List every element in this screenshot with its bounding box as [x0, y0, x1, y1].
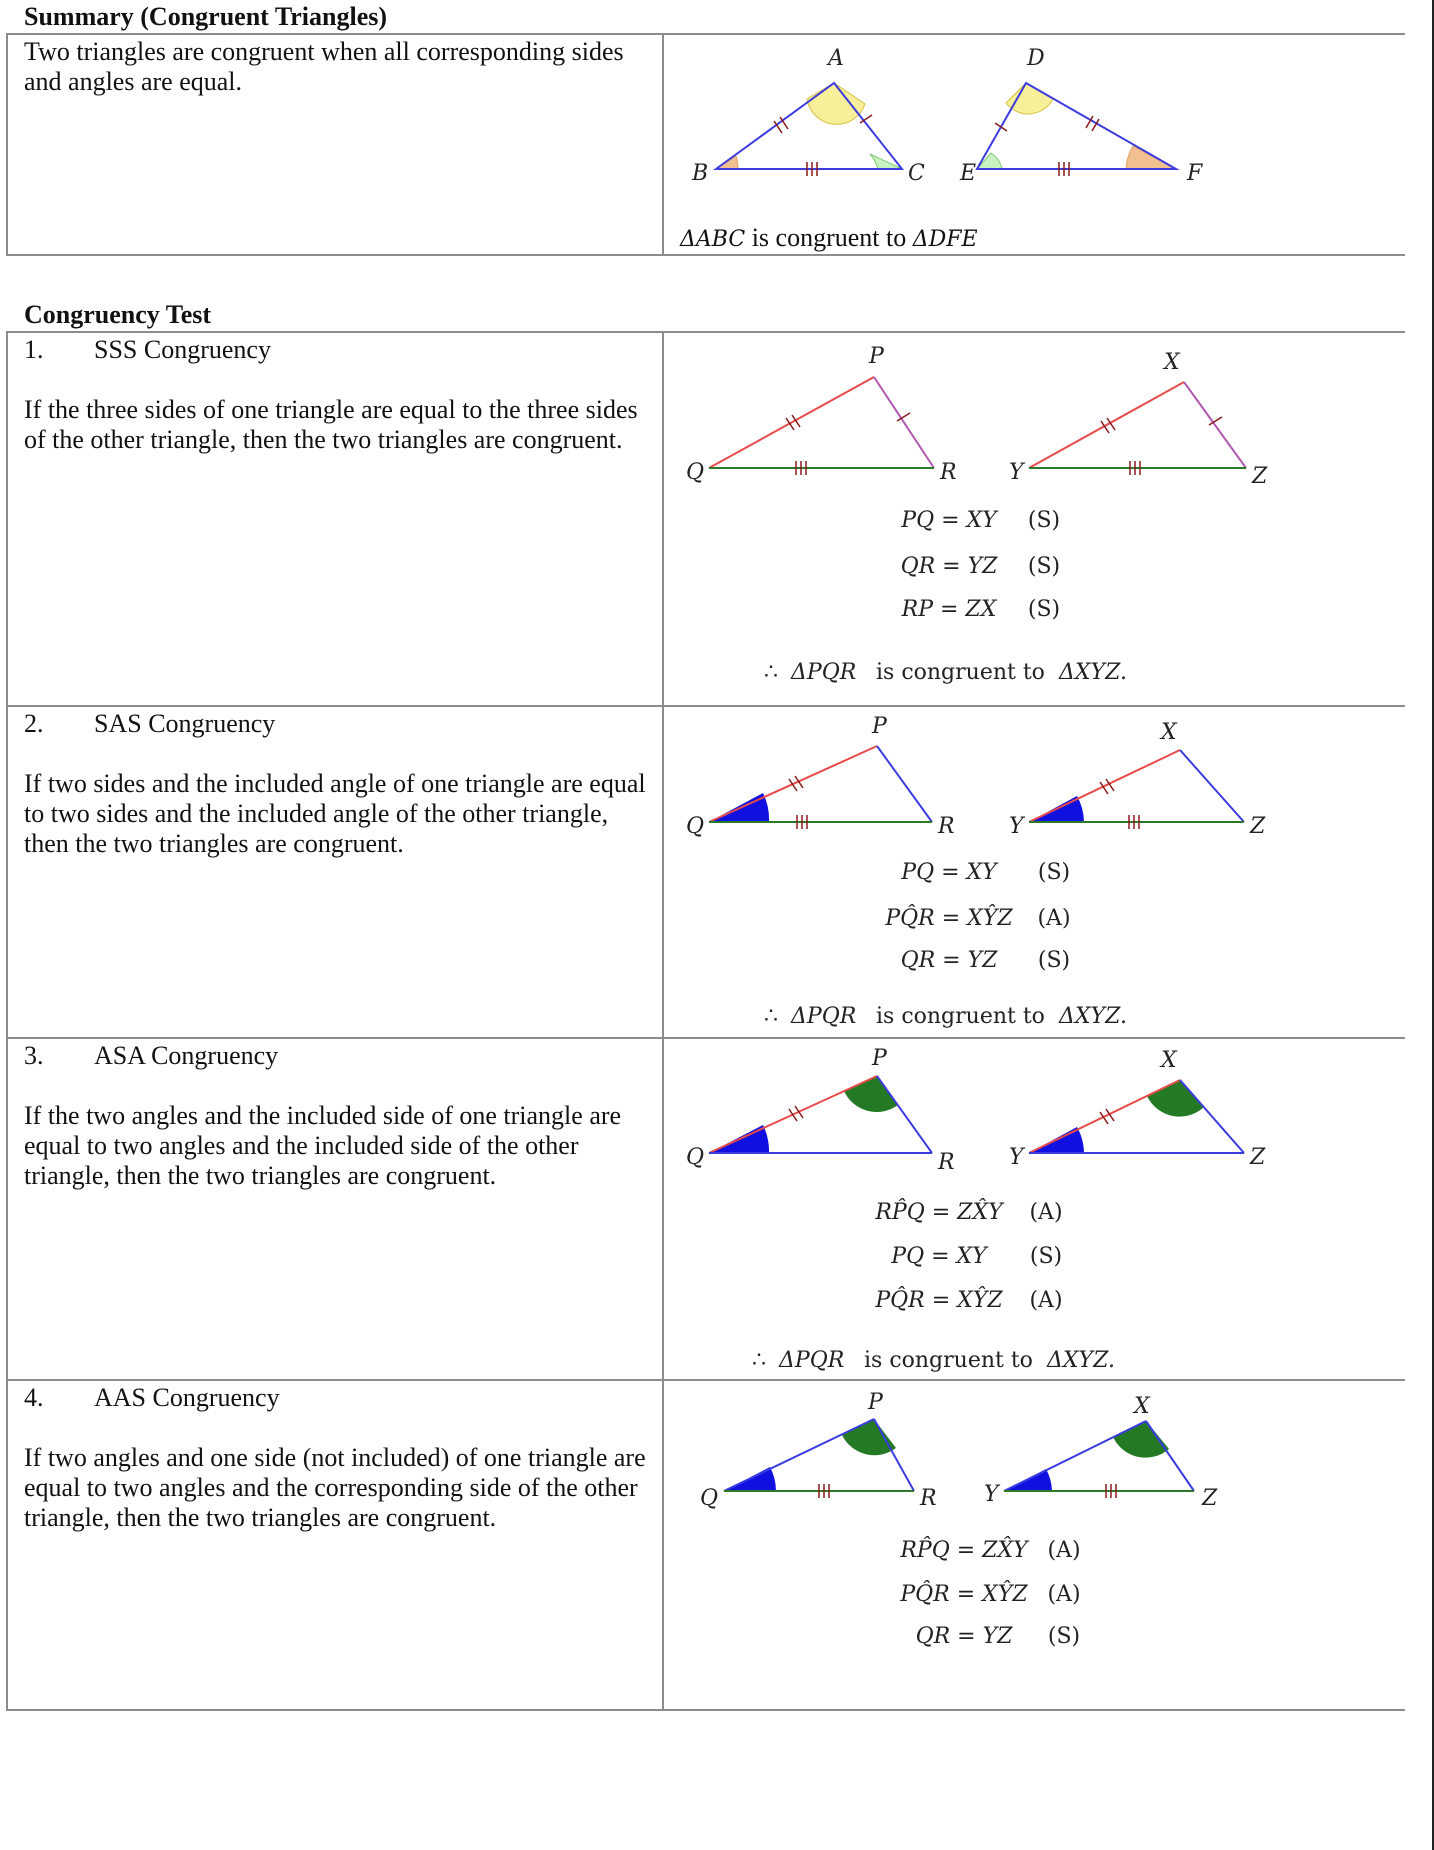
asa-eq2-reason: (S)	[1029, 1244, 1063, 1269]
sas-figure-cell	[663, 706, 1405, 1038]
congruency-table	[6, 331, 1405, 1711]
sas-xy	[1029, 750, 1180, 822]
asa-title	[24, 1041, 648, 1071]
caption-mid: is congruent to	[745, 223, 913, 252]
sss-xy	[1029, 382, 1184, 468]
summary-row	[7, 34, 1405, 255]
aas-desc: If two angles and one side (not included) of one triangle are equal to two angles and the corresponding side of the other triangle, then the two triangles are congruent.	[24, 1443, 646, 1532]
sss-title	[24, 335, 648, 365]
sas-title-text: SAS Congruency	[94, 709, 276, 738]
label-E: E	[960, 161, 977, 186]
sss-eq1-expr: PQ = XY	[901, 508, 997, 533]
sas-eq1-expr: PQ = XY	[901, 860, 997, 885]
summary-figure	[664, 35, 1424, 210]
label-D: D	[1027, 46, 1045, 71]
sss-desc: If the three sides of one triangle are equal to the three sides of the other triangle, then the two triangles are congruent.	[24, 395, 638, 454]
sss-ticks	[786, 413, 1222, 475]
sas-xz	[1180, 750, 1244, 822]
angle-A-fill	[807, 83, 865, 124]
sas-label-P: P	[872, 714, 887, 739]
sas-row	[7, 706, 1405, 1038]
sss-concl-a: ΔPQR	[791, 660, 857, 685]
caption-right: ΔDFE	[912, 227, 978, 252]
asa-eq3-reason: (A)	[1029, 1288, 1063, 1313]
aas-label-Y: Y	[984, 1482, 999, 1507]
summary-ticks-left	[774, 115, 872, 176]
sas-concl-a: ΔPQR	[791, 1004, 857, 1029]
asa-label-Z: Z	[1250, 1145, 1266, 1170]
sas-text-cell	[7, 706, 663, 1038]
asa-eq2-expr: PQ = XY	[891, 1244, 987, 1269]
label-B: B	[692, 161, 709, 186]
sss-row	[7, 332, 1405, 706]
summary-figure-cell	[663, 34, 1405, 255]
sas-concl-b: ΔXYZ.	[1059, 1004, 1127, 1029]
sas-label-R: R	[938, 814, 955, 839]
sas-num: 2.	[24, 709, 44, 738]
asa-concl-mid: is congruent to	[864, 1348, 1033, 1373]
sss-concl-b: ΔXYZ.	[1059, 660, 1127, 685]
aas-label-X: X	[1134, 1394, 1150, 1419]
asa-pr	[877, 1076, 932, 1153]
summary-ticks-right	[995, 116, 1099, 176]
summary-text: Two triangles are congruent when all corresponding sides and angles are equal.	[24, 37, 624, 96]
asa-row	[7, 1038, 1405, 1380]
asa-eq1-expr: RP̂Q = ZX̂Y	[875, 1200, 1003, 1225]
sas-label-Q: Q	[686, 814, 705, 839]
sss-pr	[874, 377, 934, 468]
aas-figure-cell	[663, 1380, 1405, 1710]
aas-pr	[874, 1419, 914, 1491]
sss-num: 1.	[24, 335, 44, 364]
sas-desc: If two sides and the included angle of one triangle are equal to two sides and the included angle of the other triangle, then the two triangles are congruent.	[24, 769, 646, 858]
asa-concl-b: ΔXYZ.	[1047, 1348, 1115, 1373]
sss-concl-prefix: ∴	[764, 660, 778, 685]
asa-label-P: P	[872, 1046, 887, 1071]
sas-concl-mid: is congruent to	[876, 1004, 1045, 1029]
sss-figure-cell	[663, 332, 1405, 706]
sas-eq2-expr: PQ̂R = XŶZ	[885, 906, 1013, 931]
aas-label-Q: Q	[700, 1486, 719, 1511]
asa-eq1-reason: (A)	[1029, 1200, 1063, 1225]
aas-eq3-reason: (S)	[1047, 1624, 1081, 1649]
sss-label-Y: Y	[1009, 460, 1024, 485]
sss-label-Q: Q	[686, 460, 705, 485]
aas-angle-P	[842, 1419, 896, 1455]
asa-xy	[1029, 1080, 1180, 1153]
aas-eq1-reason: (A)	[1047, 1538, 1081, 1563]
asa-label-X: X	[1161, 1048, 1177, 1073]
aas-num: 4.	[24, 1383, 44, 1412]
asa-title-text: ASA Congruency	[94, 1041, 279, 1070]
aas-label-R: R	[920, 1486, 937, 1511]
aas-label-P: P	[868, 1390, 883, 1415]
asa-num: 3.	[24, 1041, 44, 1070]
sss-title-text: SSS Congruency	[94, 335, 271, 364]
aas-eq2-expr: PQ̂R = XŶZ	[900, 1582, 1028, 1607]
sas-concl-prefix: ∴	[764, 1004, 778, 1029]
sas-figure	[664, 707, 1424, 1037]
sas-label-Z: Z	[1250, 814, 1266, 839]
aas-figure	[664, 1381, 1424, 1709]
sas-eq3-reason: (S)	[1037, 948, 1071, 973]
asa-label-Q: Q	[686, 1145, 705, 1170]
sas-title	[24, 709, 648, 739]
congruency-test-heading: Congruency Test	[24, 300, 212, 329]
aas-title	[24, 1383, 648, 1413]
sas-eq2-reason: (A)	[1037, 906, 1071, 931]
summary-text-cell	[7, 34, 663, 255]
asa-xz	[1180, 1080, 1244, 1153]
sss-figure	[664, 333, 1424, 705]
aas-title-text: AAS Congruency	[94, 1383, 280, 1412]
sss-label-X: X	[1164, 350, 1180, 375]
aas-row	[7, 1380, 1405, 1710]
sss-eq3-reason: (S)	[1027, 597, 1061, 622]
aas-eq2-reason: (A)	[1047, 1582, 1081, 1607]
sss-concl-mid: is congruent to	[876, 660, 1045, 685]
sss-text-cell	[7, 332, 663, 706]
aas-eq1-expr: RP̂Q = ZX̂Y	[900, 1538, 1028, 1563]
sss-eq1-reason: (S)	[1027, 508, 1061, 533]
sas-label-Y: Y	[1009, 814, 1024, 839]
caption-left: ΔABC	[680, 227, 746, 252]
label-F: F	[1187, 161, 1203, 186]
sss-label-Z: Z	[1252, 464, 1268, 489]
sss-label-P: P	[869, 344, 884, 369]
asa-desc: If the two angles and the included side of one triangle are equal to two angles and the included side of the other triangle, then the two triangles are congruent.	[24, 1101, 622, 1190]
sss-pq	[709, 377, 874, 468]
asa-figure	[664, 1039, 1424, 1379]
sss-eq2-reason: (S)	[1027, 554, 1061, 579]
asa-label-Y: Y	[1009, 1145, 1024, 1170]
sss-xz	[1184, 382, 1246, 468]
aas-angle-X	[1113, 1421, 1169, 1458]
asa-eq3-expr: PQ̂R = XŶZ	[875, 1288, 1003, 1313]
sss-eq3-expr: RP = ZX	[901, 597, 997, 622]
label-C: C	[908, 161, 925, 186]
summary-table	[6, 33, 1405, 256]
aas-label-Z: Z	[1202, 1486, 1218, 1511]
angle-D-fill	[1006, 83, 1053, 114]
sas-label-X: X	[1161, 720, 1177, 745]
asa-ticks	[789, 1106, 1114, 1124]
aas-xy	[1004, 1421, 1146, 1491]
asa-figure-cell	[663, 1038, 1405, 1380]
sas-pr	[877, 746, 932, 822]
sss-eq2-expr: QR = YZ	[900, 554, 998, 579]
asa-text-cell	[7, 1038, 663, 1380]
sss-label-R: R	[940, 460, 957, 485]
aas-text-cell	[7, 1380, 663, 1710]
label-A: A	[828, 46, 844, 71]
summary-heading: Summary (Congruent Triangles)	[24, 2, 388, 31]
asa-concl-a: ΔPQR	[779, 1348, 845, 1373]
aas-eq3-expr: QR = YZ	[915, 1624, 1013, 1649]
sas-eq3-expr: QR = YZ	[900, 948, 998, 973]
aas-pq	[724, 1419, 874, 1491]
asa-label-R: R	[938, 1150, 955, 1175]
sas-eq1-reason: (S)	[1037, 860, 1071, 885]
asa-concl-prefix: ∴	[752, 1348, 766, 1373]
summary-caption	[680, 223, 978, 253]
